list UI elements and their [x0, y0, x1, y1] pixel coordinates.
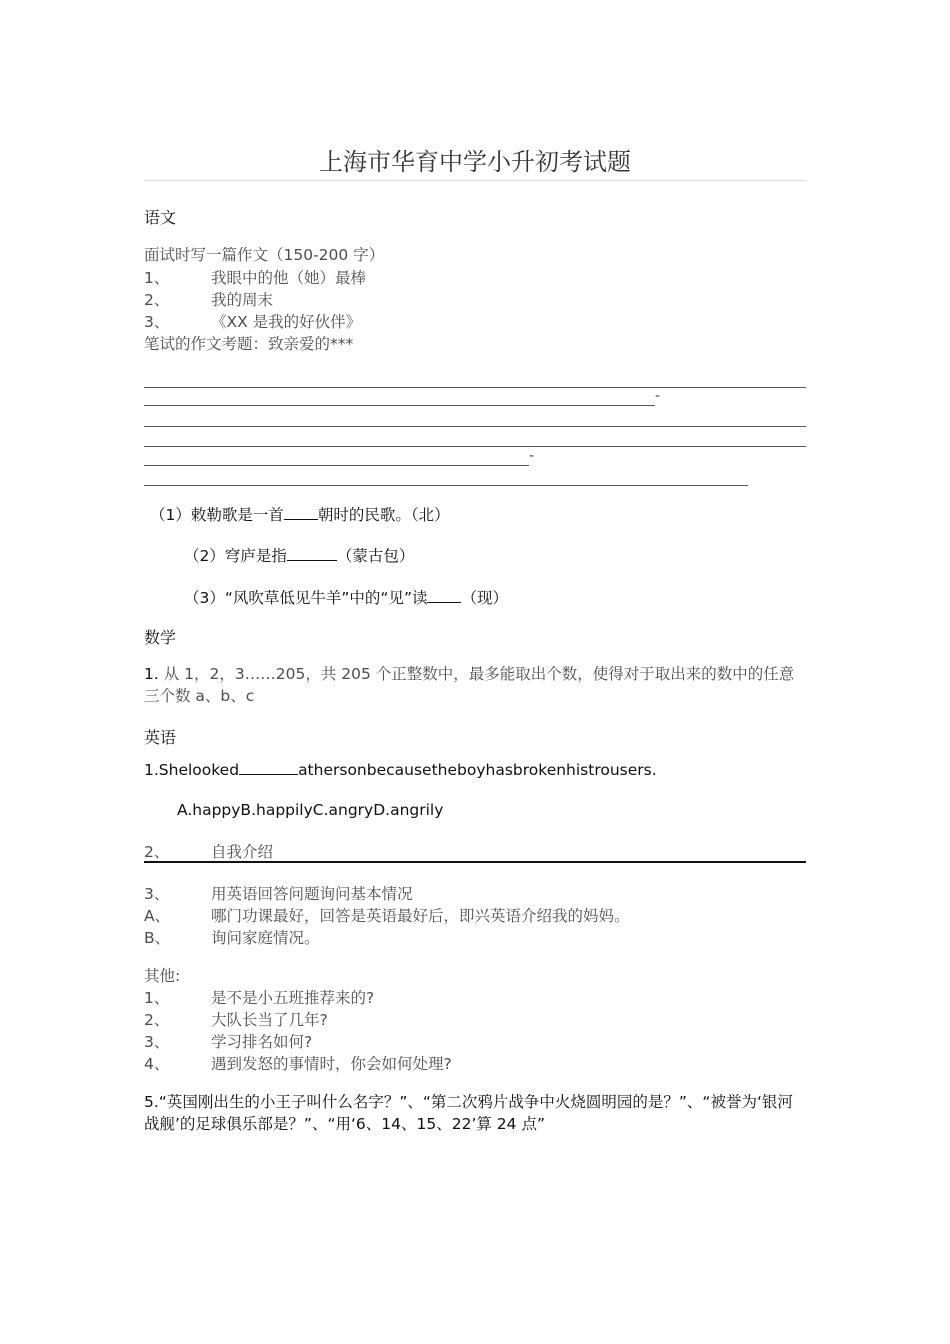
question-text: （蒙古包） [336, 547, 415, 565]
chinese-question-3 [184, 586, 508, 608]
other-item-4 [144, 1052, 452, 1074]
section-heading-english: 英语 [144, 728, 177, 747]
english-question-1-options: A.happyB.happilyC.angryD.angrily [177, 801, 444, 819]
question-text: （3）“风吹草低见牛羊”中的“见”读 [184, 589, 428, 607]
question-text: （2）穹庐是指 [184, 547, 287, 565]
list-text: 哪门功课最好，回答是英语最好后，即兴英语介绍我的妈妈。 [211, 907, 630, 925]
list-text: 大队长当了几年? [211, 1011, 328, 1029]
other-item-2 [144, 1008, 328, 1030]
english-item-a [144, 904, 630, 926]
answer-blank [284, 505, 318, 520]
english-item-b [144, 926, 320, 948]
answer-blank [287, 546, 337, 561]
section-heading-math: 数学 [144, 628, 177, 647]
list-text: 是不是小五班推荐来的? [211, 989, 375, 1007]
page-title: 上海市华育中学小升初考试题 [144, 144, 806, 181]
question-text: （1）敕勒歌是一首 [150, 506, 284, 524]
essay-topic-2 [144, 288, 273, 310]
question-number: 1. [144, 665, 159, 683]
list-number: 2、 [144, 291, 170, 309]
essay-intro: 面试时写一篇作文（150-200 字） [144, 246, 385, 264]
writing-line [144, 426, 806, 427]
list-number: 1、 [144, 989, 170, 1007]
math-question-1 [144, 663, 806, 707]
writing-line [144, 446, 806, 447]
list-text: 学习排名如何? [211, 1033, 313, 1051]
list-text: 询问家庭情况。 [211, 929, 320, 947]
chinese-question-1 [150, 503, 450, 525]
list-text: 我的周末 [211, 291, 274, 309]
line-dash: - [529, 448, 535, 464]
list-text: 自我介绍 [211, 843, 274, 861]
line-dash: - [655, 388, 661, 404]
other-item-3 [144, 1030, 312, 1052]
list-number: 3、 [144, 313, 170, 331]
written-essay-topic: 笔试的作文考题：致亲爱的*** [144, 335, 354, 353]
question-text: （现） [461, 589, 508, 607]
writing-line [144, 387, 806, 388]
list-number: 2、 [144, 1011, 170, 1029]
list-number: A、 [144, 907, 171, 925]
essay-topic-3 [144, 310, 361, 332]
question-text: 从 1，2，3……205，共 205 个正整数中，最多能取出个数，使得对于取出来的数中的任意三个数 a、b、c [144, 665, 795, 705]
answer-blank [239, 760, 298, 775]
question-text: 朝时的民歌。（北） [317, 506, 450, 524]
english-question-1 [144, 760, 657, 779]
writing-line [144, 485, 748, 486]
list-text: 遇到发怒的事情时，你会如何处理? [211, 1055, 452, 1073]
section-heading-other: 其他: [144, 967, 181, 985]
question-text: 1.Shelooked [144, 761, 240, 779]
list-number: 2、 [144, 843, 170, 861]
list-text: 用英语回答问题询问基本情况 [211, 885, 413, 903]
chinese-question-2 [184, 544, 414, 566]
essay-topic-1 [144, 266, 366, 288]
list-number: 4、 [144, 1055, 170, 1073]
other-item-1 [144, 986, 374, 1008]
list-number: 3、 [144, 1033, 170, 1051]
writing-line [144, 405, 655, 406]
writing-line [144, 465, 529, 466]
list-number: 1、 [144, 269, 170, 287]
list-text: 我眼中的他（她）最棒 [211, 269, 367, 287]
question-text: athersonbecausetheboyhasbrokenhistrousers. [298, 761, 657, 779]
list-number: 3、 [144, 885, 170, 903]
other-question-5: 5.“英国刚出生的小王子叫什么名字？”、“第二次鸦片战争中火烧圆明园的是？”、“被誉为‘银河战舰’的足球俱乐部是？”、“用‘6、14、15、22’算 24 点” [144, 1093, 793, 1133]
list-text: 《XX 是我的好伙伴》 [211, 313, 362, 331]
answer-blank [427, 588, 461, 603]
divider [144, 861, 806, 863]
english-item-3 [144, 882, 413, 904]
list-number: B、 [144, 929, 171, 947]
english-item-2 [144, 840, 273, 862]
section-heading-chinese: 语文 [144, 208, 177, 227]
